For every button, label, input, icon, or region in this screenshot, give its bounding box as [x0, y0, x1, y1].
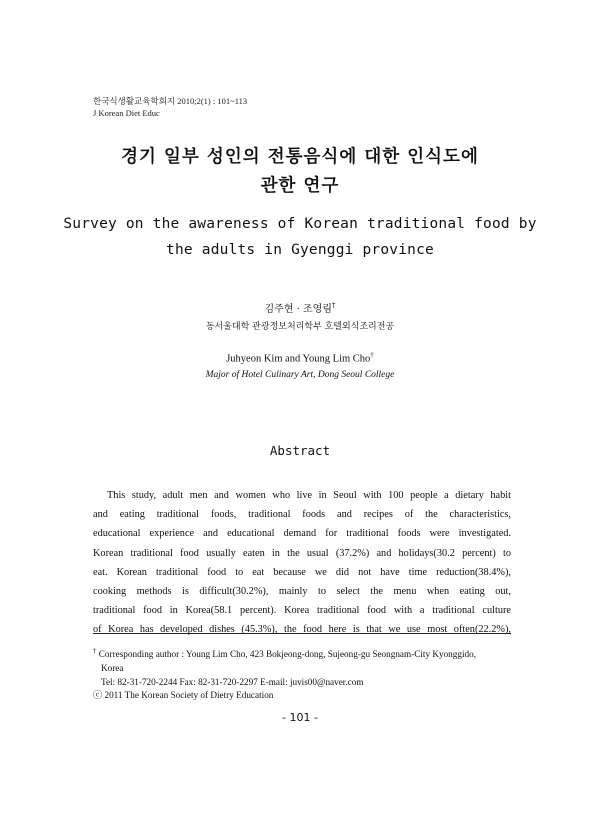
abstract-line: eat. Korean traditional food to eat because we did not have time reduction(38.4%), — [93, 566, 511, 578]
footnote-divider — [93, 633, 511, 634]
english-authors — [0, 351, 600, 365]
journal-header — [93, 95, 247, 119]
journal-abbreviation: J Korean Diet Educ — [93, 108, 160, 118]
korean-title — [0, 143, 600, 201]
english-title-line: the adults in Gyenggi province — [166, 242, 434, 258]
korean-affiliation: 동서울대학 관광정보처리학부 호텔외식조리전공 — [205, 322, 395, 332]
english-author-names: Juhyeon Kim and Young Lim Cho — [226, 353, 371, 365]
korean-author-names: 김주현 · 조영림 — [264, 304, 332, 315]
abstract-heading: Abstract — [269, 443, 331, 458]
korean-title-line: 경기 일부 성인의 전통음식에 대한 인식도에 — [121, 147, 479, 167]
journal-citation: 한국식생활교육학회지 2010;2(1) : 101~113 — [93, 96, 248, 106]
corresponding-author-country: Korea — [101, 662, 124, 673]
abstract-line: traditional food in Korea(58.1 percent). Korea traditional food with a traditional culture — [93, 605, 511, 617]
abstract-line: Korean traditional food usually eaten in the usual (37.2%) and holidays(30.2 percent) to — [93, 547, 511, 559]
footnote — [93, 645, 518, 703]
korean-title-line: 관한 연구 — [260, 176, 340, 196]
copyright-line: ⓒ 2011 The Korean Society of Dietry Education — [93, 690, 274, 701]
english-title — [0, 211, 600, 263]
contact-info: Tel: 82-31-720-2244 Fax: 82-31-720-2297 E-mail: juvis00@naver.com — [101, 676, 364, 687]
corresponding-author-line: † Corresponding author : Young Lim Cho, 423 Bokjeong-dong, Sujeong-gu Seongnam-City Kyonggido, — [93, 647, 476, 660]
abstract-line: educational experience and educational demand for traditional foods were investigated. — [93, 528, 511, 540]
abstract-body — [93, 486, 511, 640]
corresponding-mark: † — [332, 301, 336, 310]
abstract-line: This study, adult men and women who live in Seoul with 100 people a dietary habit — [107, 490, 511, 501]
korean-authors — [0, 300, 600, 315]
abstract-line: of Korea has developed dishes (45.3%), the food here is that we use most often(22.2%), — [93, 624, 511, 636]
abstract-line: cooking methods is difficult(30.2%), mainly to select the menu when eating out, — [93, 586, 511, 598]
page-number: - 101 - — [282, 711, 318, 724]
abstract-line: and eating traditional foods, traditional foods and recipes of the characteristics, — [93, 509, 511, 521]
corresponding-mark: † — [370, 351, 374, 359]
footnote-mark: † — [93, 647, 97, 655]
english-affiliation: Major of Hotel Culinary Art, Dong Seoul College — [205, 370, 395, 380]
english-title-line: Survey on the awareness of Korean traditional food by — [63, 216, 537, 232]
